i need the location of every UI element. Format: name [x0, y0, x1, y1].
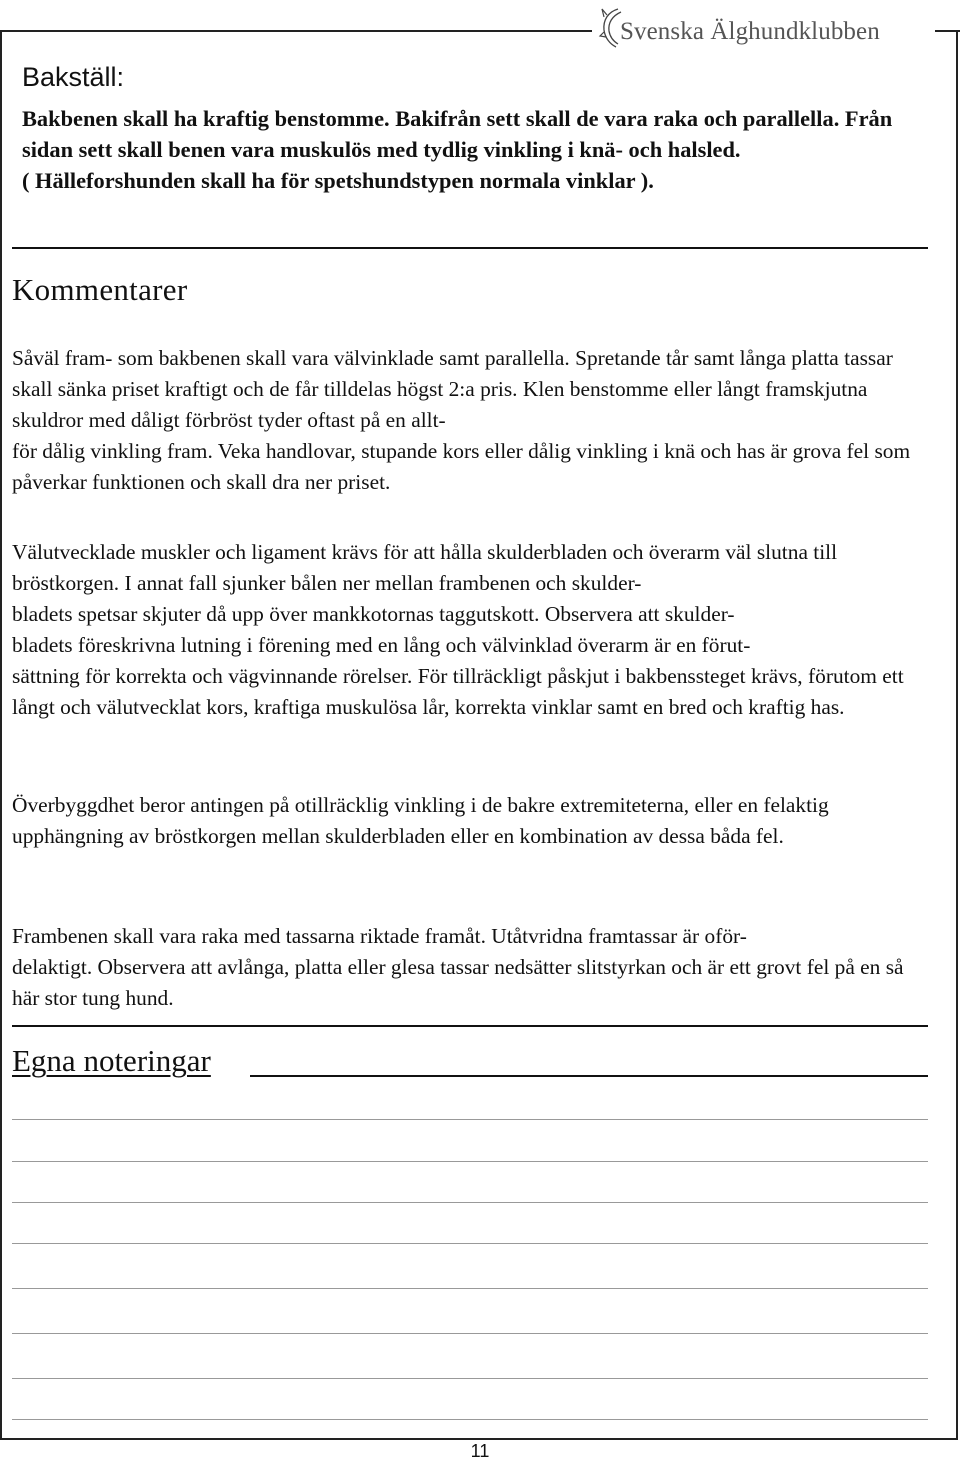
notes-heading: Egna noteringar	[12, 1043, 211, 1078]
note-line	[12, 1243, 928, 1244]
note-line	[12, 1333, 928, 1334]
note-line	[12, 1288, 928, 1289]
kommentar-paragraph: Överbyggdhet beror antingen på otillräcklig vinkling i de bakre extremiteterna, eller en felaktig upphängning av bröstkorgen mellan skulderbladen eller en kombination av dessa båda fel.	[12, 793, 829, 848]
page-number: 11	[470, 1441, 490, 1461]
note-line	[12, 1378, 928, 1379]
header-brand	[598, 6, 928, 50]
bakstall-heading: Bakställ:	[22, 62, 125, 92]
page-frame-right	[956, 30, 958, 1440]
section-divider	[12, 247, 928, 249]
notes-heading-underline	[250, 1075, 928, 1077]
kommentar-paragraph: Välutvecklade muskler och ligament krävs för att hålla skulderbladen och överarm väl slutna till bröstkorgen. I annat fall sjunker bålen ner mellan frambenen och skulder- bladets spetsar skjuter då upp över mankkotornas taggutskott. Observera att skulder- bladets föreskrivna lutning i förening med en lång och välvinklad överarm är en förut- sättning för korrekta och vägvinnande rörelser. För tillräckligt påskjut i bakbenssteget krävs, förutom ett långt och välutvecklat kors, kraftiga muskulösa lår, korrekta vinklar samt en bred och kraftig has.	[12, 540, 904, 719]
note-line	[12, 1202, 928, 1203]
note-line	[12, 1119, 928, 1120]
brand-name: Svenska Älghundklubben	[620, 18, 880, 45]
note-line	[12, 1161, 928, 1162]
kommentarer-heading: Kommentarer	[12, 272, 188, 307]
bakstall-text: Bakbenen skall ha kraftig benstomme. Bakifrån sett skall de vara raka och parallella. Från sidan sett skall benen vara muskulös med tydlig vinkling i knä- och halsled. ( Hälleforshunden skall ha för spetshundstypen normala vinklar ).	[22, 106, 893, 193]
section-divider	[12, 1025, 928, 1027]
kommentar-paragraph: Frambenen skall vara raka med tassarna riktade framåt. Utåtvridna framtassar är oför- delaktigt. Observera att avlånga, platta eller glesa tassar nedsätter slitstyrkan och är ett grovt fel på en så här stor tung hund.	[12, 924, 904, 1010]
page-frame-left	[0, 30, 2, 1440]
page-frame-top-left	[0, 30, 592, 32]
page-frame-bottom	[0, 1438, 958, 1440]
note-line	[12, 1419, 928, 1420]
kommentar-paragraph: Såväl fram- som bakbenen skall vara välvinklade samt parallella. Spretande tår samt långa platta tassar skall sänka priset kraftigt och de får tilldelas högst 2:a pris. Klen benstomme eller långt framskjutna skuldror med dåligt förbröst tyder oftast på en allt- för dålig vinkling fram. Veka handlovar, stupande kors eller dålig vinkling i knä och has är grova fel som påverkar funktionen och skall dra ner priset.	[12, 346, 911, 494]
